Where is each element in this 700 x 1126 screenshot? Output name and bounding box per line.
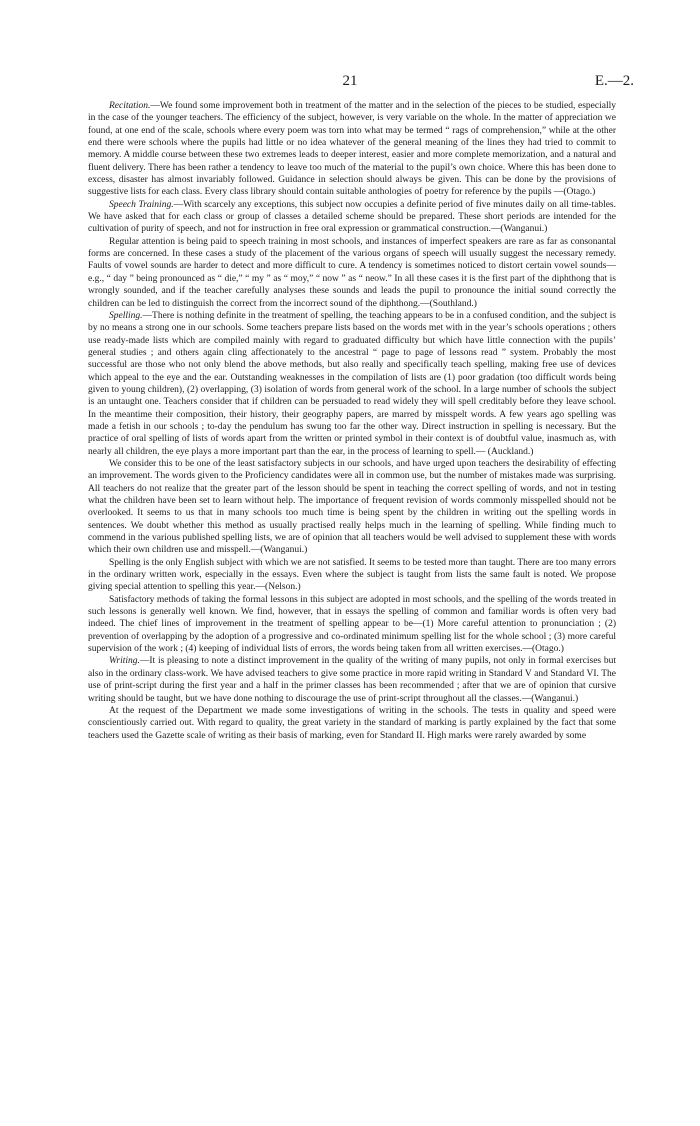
text-spelling: —There is nothing definite in the treatment of spelling, the teaching appears to be in a confused condition, and the subject is by no means a strong one in our schools. Some teachers prepare lists based on the words met with in the year’s schools operations ; others use ready-made lists which are compiled mainly with regard to graduated difficulty but which have little connection with the pupils’ general studies ; and others again cling affectionately to the ancestral “ page to page of lessons read ” system. Probably the most successful are those who not only blend the above methods, but also really and specifically teach spelling, making free use of devices which appeal to the eye and the ear. Outstanding weaknesses in the compilation of lists are (1) poor gradation (too difficult words being given to young children), (2) overlapping, (3) isolation of words from general work of the school. In a large number of schools the subject is an untaught one. Teachers consider that if children can be persuaded to read widely they will spell creditably before they leave school. In the meantime their composition, their history, their geography papers, are marred by misspelt words. A few years ago spelling was made a fetish in our schools ; to-day the pendulum has swung too far the other way. Direct instruction in spelling is necessary. But the practice of oral spelling of lists of words apart from the written or printed symbol in their context is of doubtful value, inasmuch as, with nearly all children, the eye plays a more important part than the ear, in the process of learning to spell.— (Auckland.) (88, 310, 616, 457)
paragraph-writing-department (88, 705, 616, 742)
heading-speech-training: Speech Training. (109, 199, 174, 210)
heading-recitation: Recitation. (109, 101, 151, 111)
paragraph-speech-southland (88, 236, 616, 310)
text-spelling-nelson: Spelling is the only English subject with which we are not satisfied. It seems to be tested more than taught. There are too many errors in the ordinary written work, especially in the essays. Even where the subject is taught from lists the same fault is noted. We propose giving special attention to spelling this year.—(Nelson.) (88, 557, 616, 593)
paragraph-spelling-otago (88, 594, 616, 656)
text-speech-training: —With scarcely any exceptions, this subject now occupies a definite period of five minutes daily on all time-tables. We have asked that for each class or group of classes a detailed scheme should be prepared. These short periods are intended for the cultivation of purity of speech, and not for instruction in free oral expression or grammatical construction.—(Wanganui.) (88, 199, 616, 235)
page-header (0, 73, 700, 95)
paragraph-recitation (88, 100, 616, 199)
text-recitation: —We found some improvement both in treatment of the matter and in the selection of the pieces to be studied, especially in the case of the younger teachers. The efficiency of the subject, however, is very variable on the whole. In the matter of appreciation we found, at one end of the scale, schools where every poem was torn into what may be termed “ rags of comprehension,” while at the other end there were schools where the pupils had little or no idea whatever of the general meaning of the lines they had tried to commit to memory. A middle course between these two extremes leads to deeper interest, easier and more complete memorization, and a natural and fluent delivery. There has been rather a tendency to leave too much of the material to the pupil’s own choice. Where this has been done to excess, disaster has almost invariably followed. Guidance in selection should always be given. This can be done by the provisions of suggestive lists for each class. Every class library should contain suitable anthologies of poetry for reference by the pupils —(Otago.) (88, 101, 616, 198)
text-spelling-wanganui: We consider this to be one of the least satisfactory subjects in our schools, and have urged upon teachers the desirability of effecting an improvement. The words given to the Proficiency candidates were all in common use, but the number of mistakes made was surprising. All teachers do not realize that the greater part of the lesson should be spent in teaching the correct spelling of words, and not in testing what the children have been set to learn without help. The importance of frequent revision of words commonly misspelled should not be overlooked. It seems to us that in many schools too much time is being spent by the children in writing out the spelling words in sentences. We doubt whether this method as usually practised really helps much in the learning of spelling. While finding much to commend in the various published spelling lists, we are of opinion that all teachers would be well advised to supplement these with words which their own children use and misspell.—(Wanganui.) (88, 458, 616, 556)
text-writing: —It is pleasing to note a distinct improvement in the quality of the writing of many pupils, not only in formal exercises but also in the ordinary class-work. We have advised teachers to give some practice in more rapid writing in Standard V and Standard VI. The use of print-script during the first year and a half in the primer classes has been recommended ; after that we are of opinion that cursive writing should be taught, but we have done nothing to discourage the use of print-script throughout all the classes.—(Wanganui.) (88, 656, 616, 704)
paragraph-spelling (88, 310, 616, 458)
series-code: E.—2. (594, 73, 634, 89)
paragraph-speech-training (88, 199, 616, 236)
paragraph-spelling-nelson (88, 557, 616, 594)
report-body (88, 100, 616, 742)
text-spelling-otago: Satisfactory methods of taking the formal lessons in this subject are adopted in most schools, and the spelling of the words treated in such lessons is generally well known. We find, however, that in essays the spelling of common and familiar words is often very bad indeed. The chief lines of improvement in the treatment of spelling appear to be—(1) More careful attention to pronunciation ; (2) prevention of overlapping by the adoption of a progressive and co-ordinated minimum spelling list for the whole school ; (3) more careful supervision of the work ; (4) keeping of individual lists of errors, the words being taken from all written exercises.—(Otago.) (88, 594, 616, 655)
paragraph-spelling-wanganui (88, 458, 616, 557)
heading-writing: Writing. (109, 656, 140, 667)
page-number: 21 (342, 73, 358, 89)
text-writing-department: At the request of the Department we made some investigations of writing in the schools. The tests in quality and speed were conscientiously carried out. With regard to quality, the great variety in the standard of marking is partly explained by the fact that some teachers used the Gazette scale of writing as their basis of marking, even for Standard II. High marks were rarely awarded by some (88, 705, 616, 741)
paragraph-writing (88, 655, 616, 704)
heading-spelling: Spelling. (109, 310, 143, 321)
text-speech-southland: Regular attention is being paid to speech training in most schools, and instances of imperfect speakers are rare as far as consonantal forms are concerned. In these cases a study of the placement of the various organs of speech will usually suggest the necessary remedy. Faults of vowel sounds are harder to detect and more difficult to cure. A tendency is sometimes noticed to distort certain vowel sounds—e.g., “ day ” being pronounced as “ die,” “ my ” as “ moy,” “ now ” as “ neow.” In all these cases it is the first part of the diphthong that is wrongly sounded, and if the teacher carefully analyses these sounds and leads the pupil to pronounce the initial sound correctly the children can be led to distinguish the correct from the incorrect sound of the diphthong.—(Southland.) (88, 236, 616, 309)
